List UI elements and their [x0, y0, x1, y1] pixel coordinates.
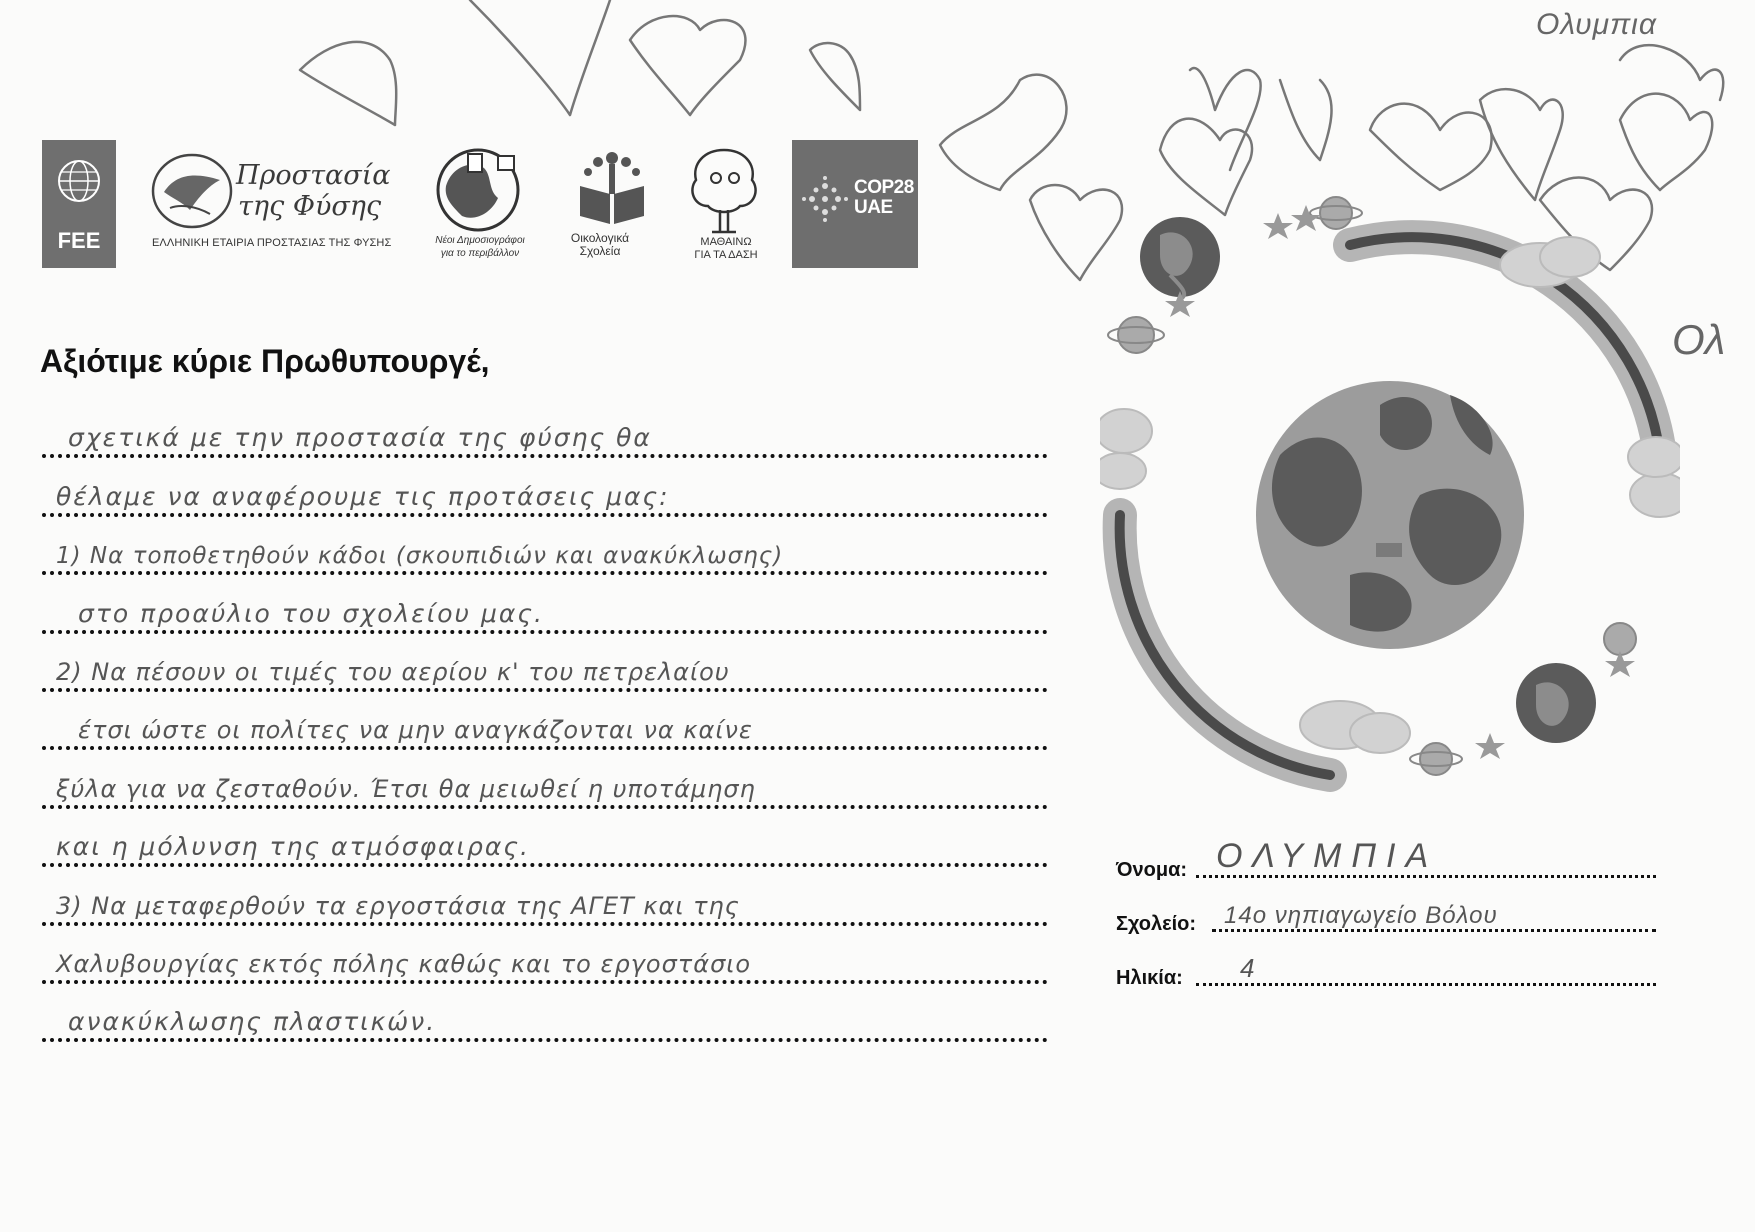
letter-line-text: θέλαμε να αναφέρουμε τις προτάσεις μας:	[56, 481, 670, 511]
mathaino-gia-ta-dasi-logo-icon	[684, 144, 764, 236]
oiko-caption-line2: Σχολεία	[579, 244, 621, 258]
fee-logo-text: FEE	[57, 228, 101, 253]
letter-line	[42, 809, 1048, 867]
fee-logo	[42, 140, 116, 268]
letter-line	[42, 458, 1048, 516]
letter-line	[42, 984, 1048, 1042]
letter-line-text: και η μόλυνση της ατμόσφαιρας.	[56, 832, 530, 862]
letter-line	[42, 692, 1048, 750]
mathaino-caption-line2: ΓΙΑ ΤΑ ΔΑΣΗ	[694, 249, 758, 261]
neoi-dimosiografoi-caption	[420, 234, 540, 260]
mathaino-gia-ta-dasi-caption	[680, 236, 772, 262]
letter-line-text: ανακύκλωσης πλαστικών.	[68, 1007, 437, 1037]
name-row	[1116, 837, 1656, 882]
globe-icon	[56, 158, 102, 204]
cop28-globe-icon	[800, 174, 850, 224]
letter-line	[42, 926, 1048, 984]
letter-line	[42, 575, 1048, 633]
signature: Ολυμπια	[1536, 8, 1657, 41]
oiko-caption-line1: Οικολογικά	[570, 231, 630, 245]
age-row	[1116, 954, 1656, 990]
letter-line-text: 3) Να μεταφερθούν τα εργοστάσια της ΑΓΕΤ και της	[56, 891, 740, 920]
cop28-logo-text	[854, 178, 914, 218]
oikologika-scholeia-caption	[564, 232, 636, 258]
cop28-text-line1: COP28	[854, 177, 914, 198]
school-label: Σχολείο:	[1116, 913, 1197, 935]
name-value: ΟΛΥΜΠΙΑ	[1216, 837, 1439, 875]
earth-planets-illustration	[1100, 195, 1680, 795]
neoi-caption-line2: για το περιβάλλον	[440, 248, 520, 259]
letter-line-text: ξύλα για να ζεσταθούν. Έτσι θα μειωθεί η υποτάμηση	[56, 774, 756, 803]
protasia-title-line2: της Φύσης	[238, 191, 382, 222]
letter-line-text: σχετικά με την προστασία της φύσης θα	[68, 423, 652, 453]
age-dotted-line	[1196, 983, 1656, 986]
letter-salutation: Αξιότιμε κύριε Πρωθυπουργέ,	[40, 343, 490, 379]
cop28-text-line2: UAE	[854, 197, 893, 218]
handwritten-mark: Ολ	[1672, 316, 1726, 363]
age-value: 4	[1240, 953, 1257, 983]
letter-body	[42, 400, 1048, 1042]
age-label: Ηλικία:	[1116, 967, 1183, 989]
name-label: Όνομα:	[1116, 859, 1188, 881]
letter-line-text: έτσι ώστε οι πολίτες να μην αναγκάζονται να καίνε	[78, 716, 753, 745]
neoi-dimosiografoi-logo-icon	[432, 146, 524, 232]
letter-line	[42, 634, 1048, 692]
protasia-logo-subtitle: ΕΛΛΗΝΙΚΗ ΕΤΑΙΡΙΑ ΠΡΟΣΤΑΣΙΑΣ ΤΗΣ ΦΥΣΗΣ	[152, 237, 392, 249]
letter-line-text: στο προαύλιο του σχολείου μας.	[78, 598, 544, 628]
letter-line	[42, 517, 1048, 575]
protasia-logo-title	[236, 160, 391, 222]
letter-line	[42, 867, 1048, 925]
protasia-title-line1: Προστασία	[236, 160, 391, 191]
letter-line	[42, 400, 1048, 458]
letter-line-text: Χαλυβουργίας εκτός πόλης καθώς και το εργοστάσιο	[56, 949, 752, 978]
school-row	[1116, 900, 1656, 936]
protasia-logo-icon	[150, 152, 234, 230]
letter-line-text: 2) Να πέσουν οι τιμές του αερίου κ' του πετρελαίου	[56, 657, 730, 686]
school-value: 14ο νηπιαγωγείο Βόλου	[1224, 902, 1498, 929]
cop28-logo	[792, 140, 918, 268]
letter-line-text: 1) Να τοποθετηθούν κάδοι (σκουπιδιών και ανακύκλωσης)	[56, 543, 784, 570]
mathaino-caption-line1: ΜΑΘΑΙΝΩ	[700, 236, 752, 248]
neoi-caption-line1: Νέοι Δημοσιογράφοι	[435, 235, 525, 246]
letter-line	[42, 750, 1048, 808]
oikologika-scholeia-logo-icon	[574, 146, 650, 228]
